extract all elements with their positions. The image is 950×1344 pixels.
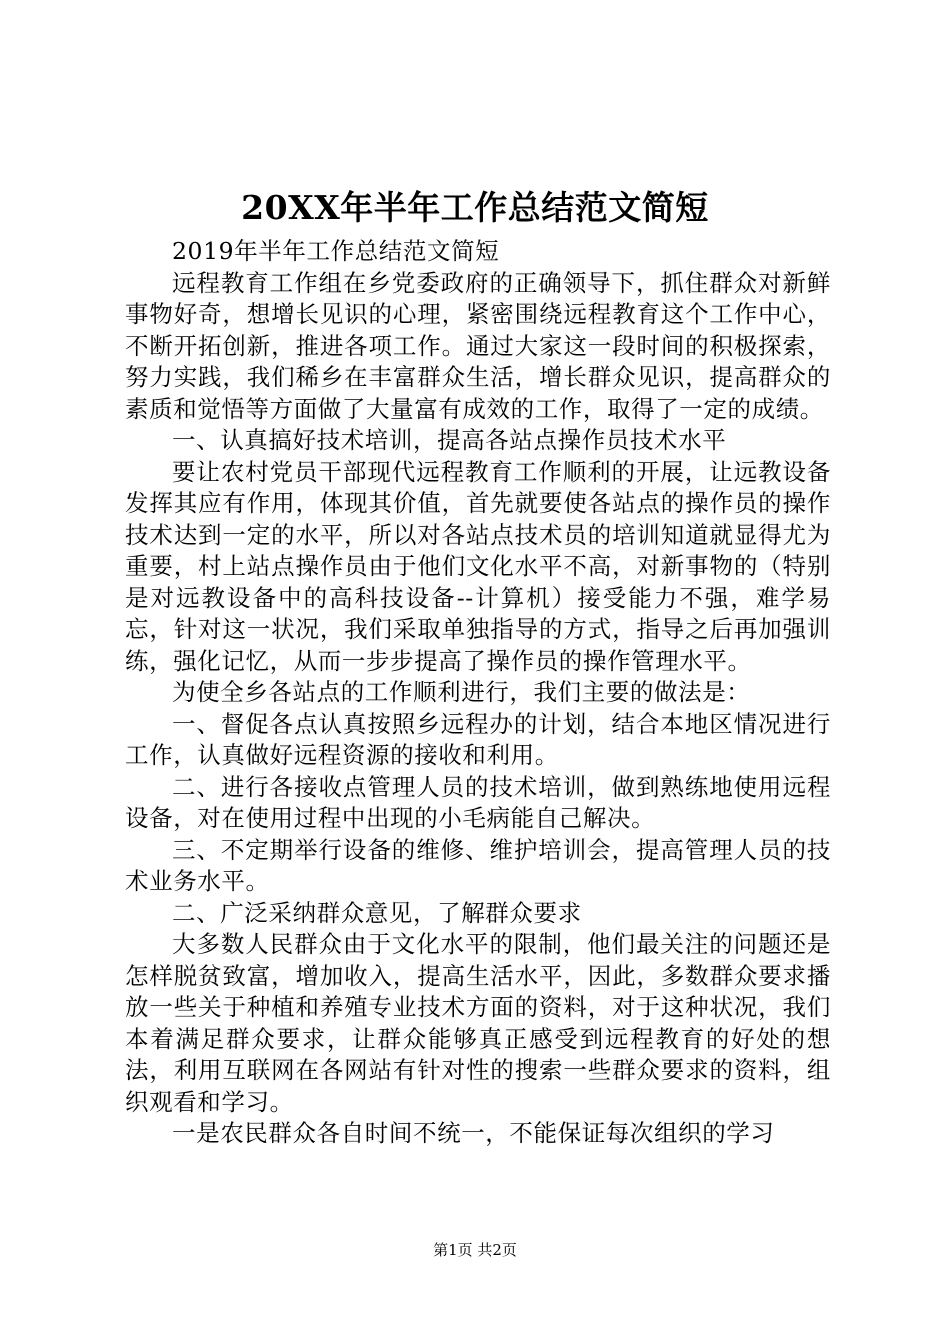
paragraph-intro: 远程教育工作组在乡党委政府的正确领导下，抓住群众对新鲜事物好奇，想增长见识的心理，紧密围绕远程教育这个工作中心，不断开拓创新，推进各项工作。通过大家这一段时间的积极探索，努力实践，我们稀乡在丰富群众生活，增长群众见识，提高群众的素质和觉悟等方面做了大量富有成效的工作，取得了一定的成绩。 [125,268,831,423]
paragraph-subtitle: 2019年半年工作总结范文简短 [172,237,500,265]
paragraph: 为使全乡各站点的工作顺利进行，我们主要的做法是： [172,678,751,706]
list-item: 二、进行各接收点管理人员的技术培训，做到熟练地使用远程设备，对在使用过程中出现的小毛病能自己解决。 [125,772,831,832]
paragraph: 一是农民群众各自时间不统一，不能保证每次组织的学习 [172,1119,775,1147]
document-body [125,236,831,1150]
paragraph: 大多数人民群众由于文化水平的限制，他们最关注的问题还是怎样脱贫致富，增加收入，提高生活水平，因此，多数群众要求播放一些关于种植和养殖专业技术方面的资料，对于这种状况，我们本着满足群众要求，让群众能够真正感受到远程教育的好处的想法，利用互联网在各网站有针对性的搜索一些群众要求的资料，组织观看和学习。 [125,930,831,1116]
list-item: 三、不定期举行设备的维修、维护培训会，提高管理人员的技术业务水平。 [125,835,831,895]
section-heading-1: 一、认真搞好技术培训，提高各站点操作员技术水平 [172,426,727,454]
section-heading-2: 二、广泛采纳群众意见，了解群众要求 [172,898,582,927]
document-title: 20XX年半年工作总结范文简短 [241,188,709,227]
list-item: 一、督促各点认真按照乡远程办的计划，结合本地区情况进行工作，认真做好远程资源的接收和利用。 [125,709,831,769]
page-footer: 第1页 共2页 [433,1241,517,1259]
paragraph: 要让农村党员干部现代远程教育工作顺利的开展，让远教设备发挥其应有作用，体现其价值，首先就要使各站点的操作员的操作技术达到一定的水平，所以对各站点技术员的培训知道就显得尤为重要，村上站点操作员由于他们文化水平不高，对新事物的（特别是对远教设备中的高科技设备--计算机）接受能力不强，难学易忘，针对这一状况，我们采取单独指导的方式，指导之后再加强训练，强化记忆，从而一步步提高了操作员的操作管理水平。 [125,457,831,675]
